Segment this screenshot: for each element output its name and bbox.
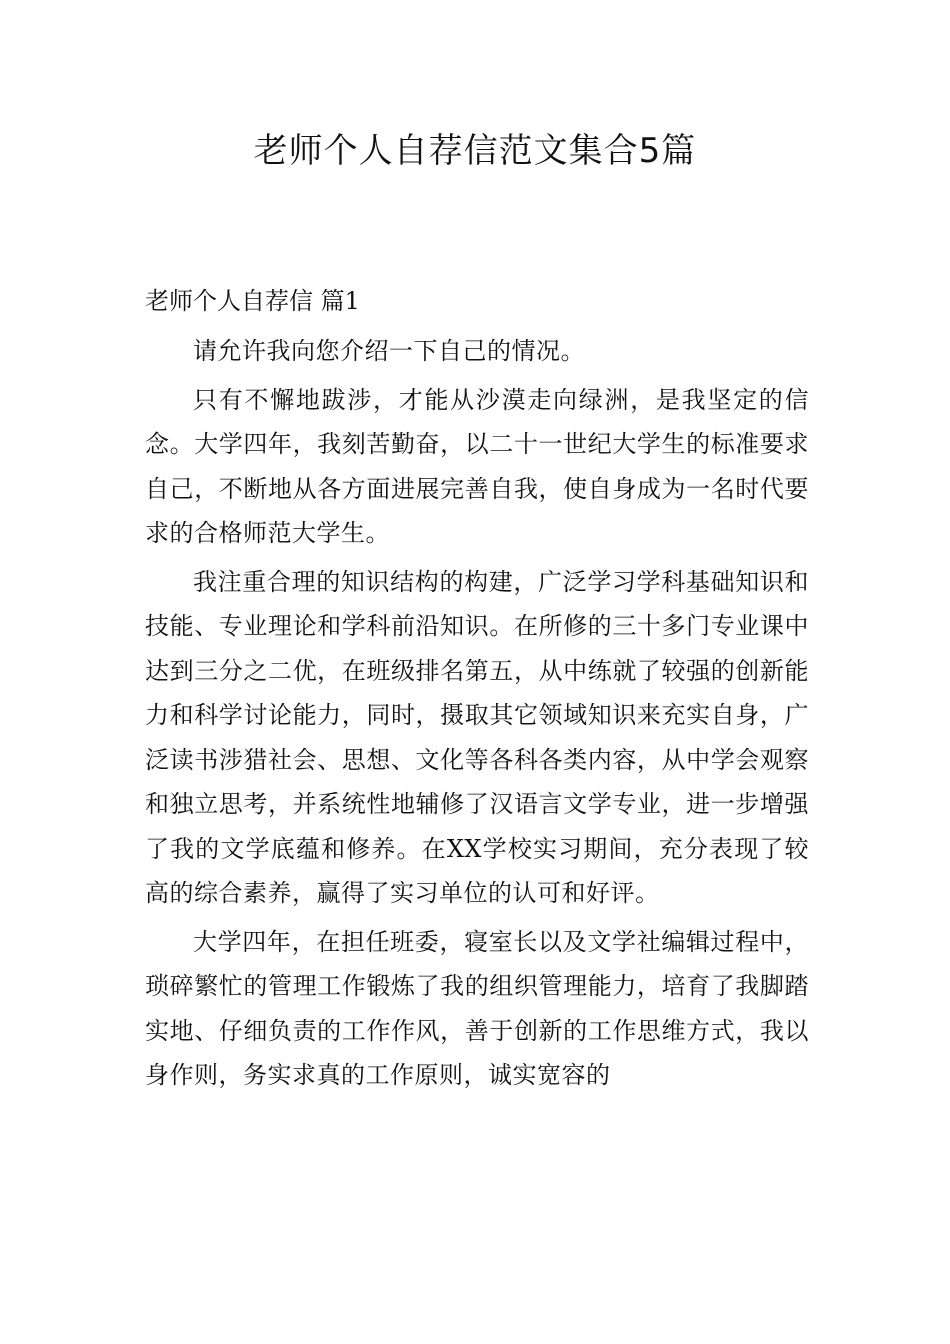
paragraph: 只有不懈地跋涉，才能从沙漠走向绿洲，是我坚定的信念。大学四年，我刻苦勤奋，以二十一世纪大学生的标准要求自己，不断地从各方面进展完善自我，使自身成为一名时代要求的合格师范大学生。	[145, 385, 809, 547]
paragraph: 我注重合理的知识结构的构建，广泛学习学科基础知识和技能、专业理论和学科前沿知识。在所修的三十多门专业课中达到三分之二优，在班级排名第五，从中练就了较强的创新能力和科学讨论能力，同时，摄取其它领域知识来充实自身，广泛读书涉猎社会、思想、文化等各科各类内容，从中学会观察和独立思考，并系统性地辅修了汉语言文学专业，进一步增强了我的文学底蕴和修养。在XX学校实习期间，充分表现了较高的综合素养，赢得了实习单位的认可和好评。	[145, 567, 809, 907]
section-heading: 老师个人自荐信 篇1	[145, 287, 360, 315]
document-body	[145, 329, 809, 1102]
paragraph: 请允许我向您介绍一下自己的情况。	[193, 337, 585, 365]
paragraph: 大学四年，在担任班委，寝室长以及文学社编辑过程中，琐碎繁忙的管理工作锻炼了我的组织管理能力，培育了我脚踏实地、仔细负责的工作作风，善于创新的工作思维方式，我以身作则，务实求真的工作原则，诚实宽容的	[145, 927, 809, 1089]
document-title: 老师个人自荐信范文集合5篇	[253, 131, 697, 171]
